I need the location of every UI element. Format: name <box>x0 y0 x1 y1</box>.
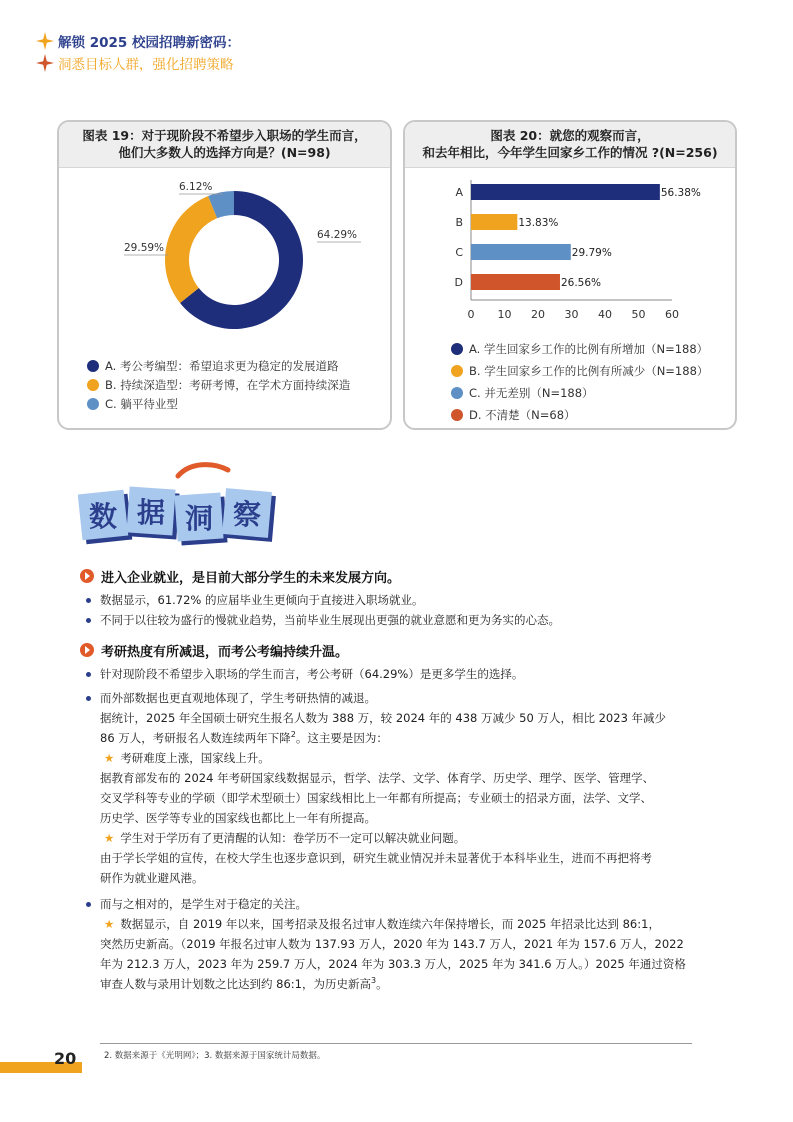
legend-label: A. 考公考编型：希望追求更为稳定的发展道路 <box>105 358 339 373</box>
star-icon: ★ <box>104 831 115 845</box>
x-tick-label: 10 <box>497 308 512 321</box>
x-tick-label: 0 <box>467 308 475 321</box>
chart19-legend <box>87 356 350 413</box>
category-label: B <box>455 216 463 229</box>
badge-char: 察 <box>232 498 262 531</box>
legend-item-a <box>451 338 708 360</box>
donut-chart <box>59 168 392 358</box>
legend-label: A. 学生回家乡工作的比例有所增加（N=188） <box>469 342 709 356</box>
badge-tile-3 <box>174 492 227 545</box>
chart20-title <box>405 122 735 168</box>
legend-item-a <box>87 356 350 375</box>
category-label: A <box>455 186 463 199</box>
legend-label: C. 并无差别（N=188） <box>469 386 594 400</box>
chart20-title-line1: 图表 20：就您的观察而言， <box>490 128 650 143</box>
bar-value-label: 56.38% <box>660 187 701 199</box>
section-heading <box>80 566 720 586</box>
sparkle-icon <box>36 32 54 50</box>
section-badge <box>78 460 278 556</box>
badge-char: 数 <box>88 500 118 533</box>
footnote: 2. 数据来源于《光明网》；3. 数据来源于国家统计局数据。 <box>104 1051 326 1061</box>
star-item <box>80 828 720 848</box>
paragraph-line: 年为 212.3 万人，2023 年为 259.7 万人，2024 年为 303.3 万人，2025 年为 341.6 万人。）2025 年通过资格 <box>100 957 686 971</box>
bar-c <box>471 244 571 260</box>
star-text: 考研难度上涨，国家线上升。 <box>120 751 270 765</box>
header-subtitle: 洞悉目标人群，强化招聘策略 <box>58 57 234 73</box>
bullet-dot <box>86 696 91 701</box>
category-label: D <box>454 276 463 289</box>
x-tick-label: 30 <box>564 308 579 321</box>
paragraph-line: 历史学、医学等专业的国家线也都比上一年有所提高。 <box>100 811 376 825</box>
bullet-text: 而外部数据也更直观地体现了，学生考研热情的减退。 <box>100 691 376 705</box>
slice-value-label: 64.29% <box>317 229 358 241</box>
bullet-dot <box>86 902 91 907</box>
badge-tile-4 <box>222 488 276 542</box>
legend-dot <box>451 409 463 421</box>
bullet-item <box>80 894 720 914</box>
x-tick-label: 40 <box>598 308 612 321</box>
bar-a <box>471 184 660 200</box>
paragraph-line: 研作为就业避风港。 <box>100 871 204 885</box>
paragraph-line <box>80 974 720 994</box>
page-number: 20 <box>54 1049 77 1068</box>
header-line-1 <box>36 30 240 52</box>
slice-value-label: 6.12% <box>179 181 213 193</box>
bullet-text: 针对现阶段不希望步入职场的学生而言，考公考研（64.29%）是更多学生的选择。 <box>100 667 524 681</box>
legend-item-d <box>451 404 708 426</box>
bar-value-label: 26.56% <box>560 277 602 289</box>
bar-chart <box>405 168 737 338</box>
text-span: 。这主要是因为： <box>295 731 388 745</box>
bar-value-label: 29.79% <box>571 247 612 259</box>
page-header <box>36 30 240 74</box>
category-label: C <box>455 246 463 259</box>
bar-value-label: 13.83% <box>518 217 559 229</box>
paragraph-line <box>80 728 720 748</box>
x-tick-label: 50 <box>631 308 646 321</box>
paragraph-line: 由于学长学姐的宣传，在校大学生也逐步意识到，研究生就业情况并未显著优于本科毕业生，进而不再把将考 <box>100 851 652 865</box>
header-title: 解锁 2025 校园招聘新密码： <box>58 35 240 51</box>
insights-body <box>80 566 720 994</box>
star-item <box>80 748 720 768</box>
chart19-title <box>59 122 390 168</box>
badge-char: 据 <box>136 496 166 529</box>
badge-tile-2 <box>126 486 179 539</box>
chart20-title-line2: 和去年相比，今年学生回家乡工作的情况 ?(N=256) <box>422 145 718 160</box>
chart19-title-line2: 他们大多数人的选择方向是？(N=98) <box>118 145 331 160</box>
bar-d <box>471 274 560 290</box>
star-text: 学生对于学历有了更清醒的认知：卷学历不一定可以解决就业问题。 <box>120 831 466 845</box>
chart19-card <box>57 120 392 430</box>
legend-dot <box>87 379 99 391</box>
legend-label: D. 不清楚（N=68） <box>469 408 576 422</box>
legend-label: B. 持续深造型：考研考博，在学术方面持续深造 <box>105 377 351 392</box>
footnote-ref: 2 <box>290 730 296 740</box>
bullet-item <box>80 610 720 630</box>
star-icon: ★ <box>104 751 115 765</box>
legend-item-c <box>451 382 708 404</box>
text-span: 审查人数与录用计划数之比达到约 86:1，为历史新高 <box>100 977 371 991</box>
footnote-ref: 3 <box>370 976 377 986</box>
legend-item-b <box>451 360 708 382</box>
paragraph-line: 据统计，2025 年全国硕士研究生报名人数为 388 万，较 2024 年的 438 万减少 50 万人，相比 2023 年减少 <box>100 711 667 725</box>
star-text: 数据显示，自 2019 年以来，国考招录及报名过审人数连续六年保持增长，而 2025 年招录比达到 86:1， <box>120 917 660 931</box>
chart20-legend <box>451 338 708 426</box>
play-circle-icon <box>80 643 94 657</box>
bullet-text: 而与之相对的，是学生对于稳定的关注。 <box>100 897 307 911</box>
bullet-text: 数据显示，61.72% 的应届毕业生更倾向于直接进入职场就业。 <box>100 593 424 607</box>
badge-swoosh <box>178 465 228 476</box>
text-span: 86 万人，考研报名人数连续两年下降 <box>100 731 291 745</box>
legend-dot <box>451 343 463 355</box>
legend-label: B. 学生回家乡工作的比例有所减少（N=188） <box>469 364 709 378</box>
play-circle-icon <box>80 569 94 583</box>
footnote-divider <box>100 1043 692 1044</box>
star-icon: ★ <box>104 917 115 931</box>
section-title: 进入企业就业，是目前大部分学生的未来发展方向。 <box>101 570 401 586</box>
header-line-2 <box>36 52 240 74</box>
legend-dot <box>451 387 463 399</box>
bullet-text: 不同于以往较为盛行的慢就业趋势，当前毕业生展现出更强的就业意愿和更为务实的心态。 <box>100 613 560 627</box>
star-item <box>80 914 720 934</box>
legend-dot <box>87 398 99 410</box>
bullet-dot <box>86 598 91 603</box>
section-heading <box>80 640 720 660</box>
badge-tile-1 <box>78 490 132 545</box>
legend-dot <box>87 360 99 372</box>
paragraph-line: 突然历史新高。（2019 年报名过审人数为 137.93 万人，2020 年为 143.7 万人，2021 年为 157.6 万人，2022 <box>100 937 684 951</box>
sparkle-icon <box>36 54 54 72</box>
bar-b <box>471 214 517 230</box>
text-span: 。 <box>376 977 388 991</box>
bullet-item <box>80 590 720 610</box>
x-tick-label: 60 <box>665 308 679 321</box>
paragraph-line: 交叉学科等专业的学硕（即学术型硕士）国家线相比上一年都有所提高；专业硕士的招录方面，法学、文学、 <box>100 791 652 805</box>
legend-item-c <box>87 394 350 413</box>
paragraph-line: 据教育部发布的 2024 年考研国家线数据显示，哲学、法学、文学、体育学、历史学、理学、医学、管理学、 <box>100 771 655 785</box>
section-title: 考研热度有所减退，而考公考编持续升温。 <box>101 644 349 660</box>
legend-dot <box>451 365 463 377</box>
legend-label: C. 躺平待业型 <box>105 396 178 411</box>
chart19-title-line1: 图表 19：对于现阶段不希望步入职场的学生而言， <box>82 128 367 143</box>
bullet-item <box>80 688 720 708</box>
badge-char: 洞 <box>184 502 214 535</box>
legend-item-b <box>87 375 350 394</box>
donut-slice-b <box>165 196 217 303</box>
chart20-card <box>403 120 737 430</box>
bullet-item <box>80 664 720 684</box>
bullet-dot <box>86 672 91 677</box>
slice-value-label: 29.59% <box>124 242 165 254</box>
x-tick-label: 20 <box>531 308 545 321</box>
bullet-dot <box>86 618 91 623</box>
